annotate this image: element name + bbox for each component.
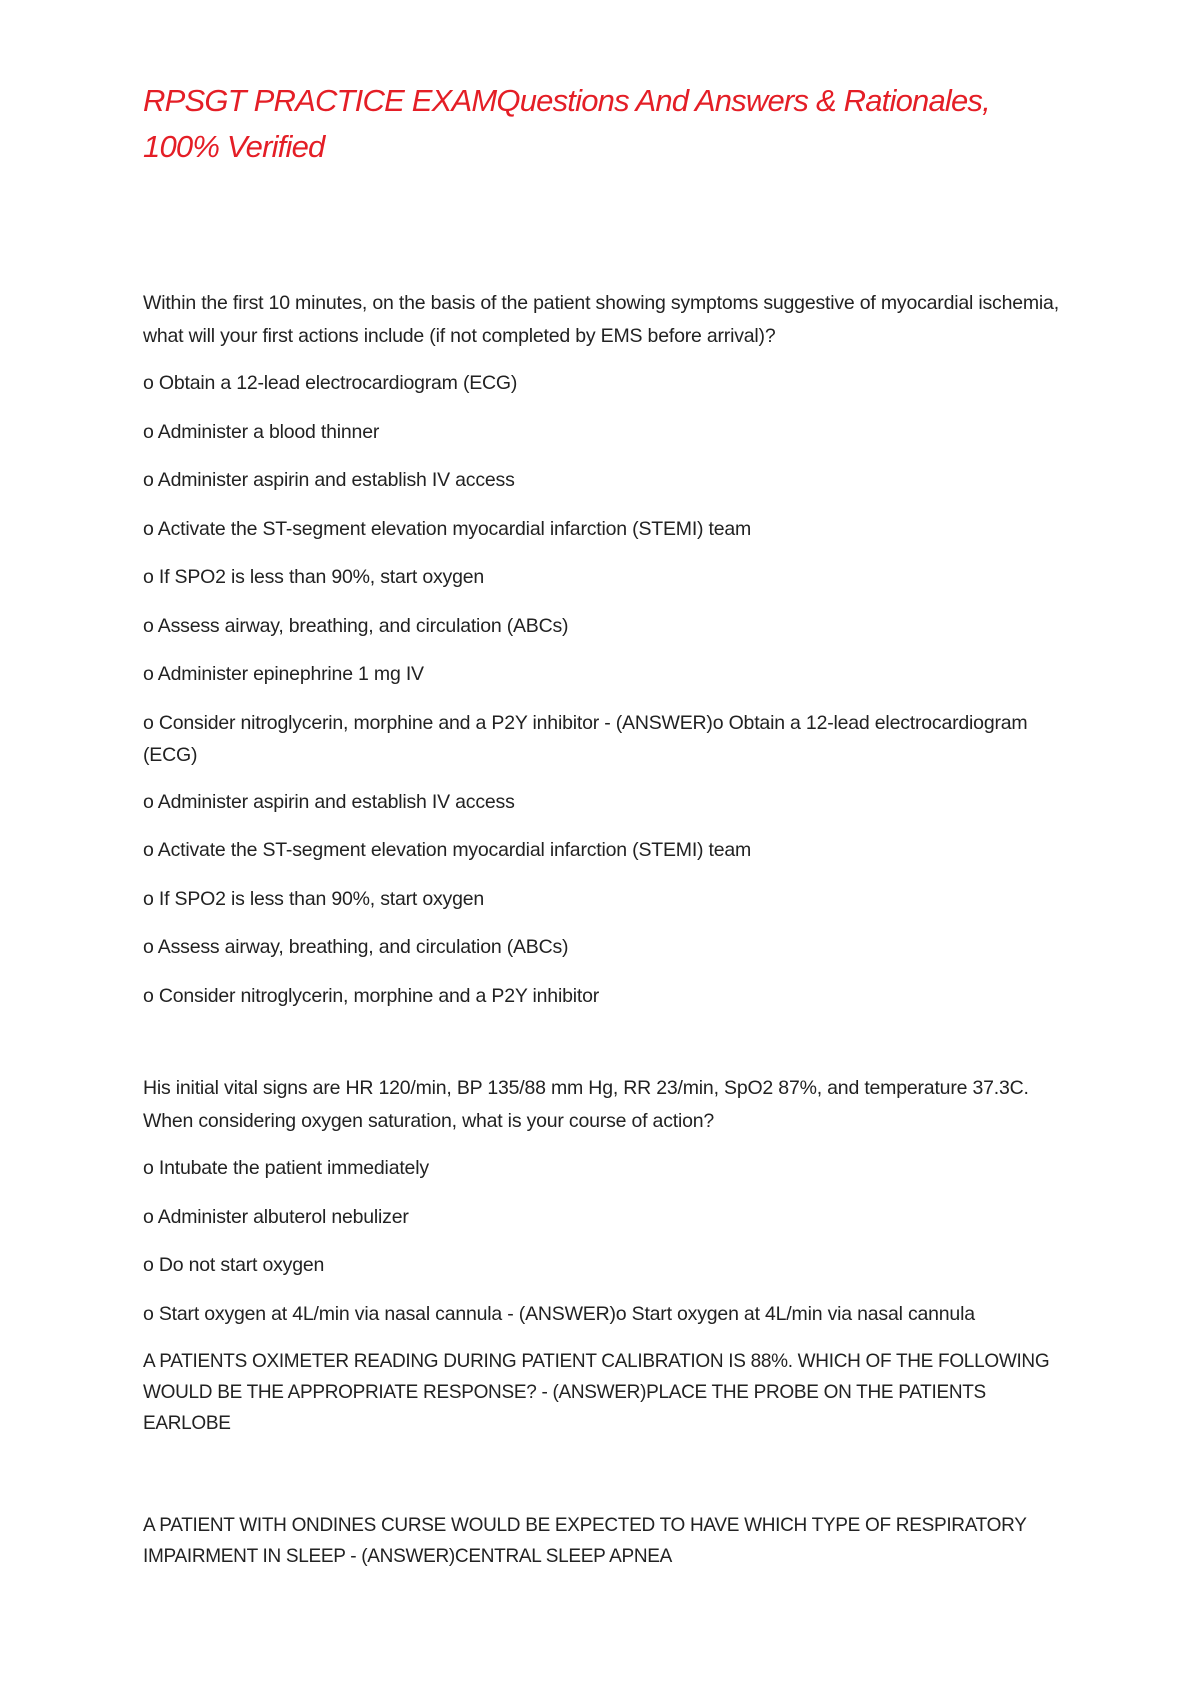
q1-option-11: o If SPO2 is less than 90%, start oxygen — [143, 887, 485, 910]
q1-option-2: o Administer a blood thinner — [143, 420, 380, 443]
question-3-text: A PATIENTS OXIMETER READING DURING PATIENT CALIBRATION IS 88%. WHICH OF THE FOLLOWING WOULD BE THE APPROPRIATE RESPONSE? - (ANSWER)PLACE THE PROBE ON THE PATIENTS EARLOBE — [143, 1351, 1050, 1434]
document-title: RPSGT PRACTICE EXAMQuestions And Answers & Rationales, 100% Verified — [143, 83, 990, 164]
document-page — [143, 78, 1073, 1587]
question-1-text: Within the first 10 minutes, on the basis of the patient showing symptoms suggestive of myocardial ischemia, what will your first actions include (if not completed by EMS before arrival)? — [143, 292, 1059, 347]
question-2-text: His initial vital signs are HR 120/min, BP 135/88 mm Hg, RR 23/min, SpO2 87%, and temperature 37.3C. When considering oxygen saturation, what is your course of action? — [143, 1077, 1029, 1132]
q1-option-13: o Consider nitroglycerin, morphine and a P2Y inhibitor — [143, 984, 600, 1007]
q2-option-4-answer: o Start oxygen at 4L/min via nasal cannula - (ANSWER)o Start oxygen at 4L/min via nasal cannula — [143, 1302, 975, 1325]
question-4-text: A PATIENT WITH ONDINES CURSE WOULD BE EXPECTED TO HAVE WHICH TYPE OF RESPIRATORY IMPAIRMENT IN SLEEP - (ANSWER)CENTRAL SLEEP APNEA — [143, 1515, 1027, 1567]
q1-option-1: o Obtain a 12-lead electrocardiogram (ECG) — [143, 372, 518, 394]
q2-option-1: o Intubate the patient immediately — [143, 1157, 429, 1179]
q1-option-7: o Administer epinephrine 1 mg IV — [143, 663, 424, 685]
q1-option-4: o Activate the ST-segment elevation myocardial infarction (STEMI) team — [143, 517, 752, 540]
q1-option-12: o Assess airway, breathing, and circulation (ABCs) — [143, 936, 569, 958]
q2-option-2: o Administer albuterol nebulizer — [143, 1205, 409, 1228]
q1-option-5: o If SPO2 is less than 90%, start oxygen — [143, 566, 485, 588]
q1-option-10: o Activate the ST-segment elevation myocardial infarction (STEMI) team — [143, 839, 752, 861]
q2-option-3: o Do not start oxygen — [143, 1254, 325, 1276]
q1-option-9: o Administer aspirin and establish IV access — [143, 790, 515, 813]
q1-option-3: o Administer aspirin and establish IV access — [143, 469, 515, 491]
q1-option-8-answer: o Consider nitroglycerin, morphine and a P2Y inhibitor - (ANSWER)o Obtain a 12-lead electrocardiogram (ECG) — [143, 711, 1028, 766]
q1-option-6: o Assess airway, breathing, and circulation (ABCs) — [143, 614, 569, 637]
